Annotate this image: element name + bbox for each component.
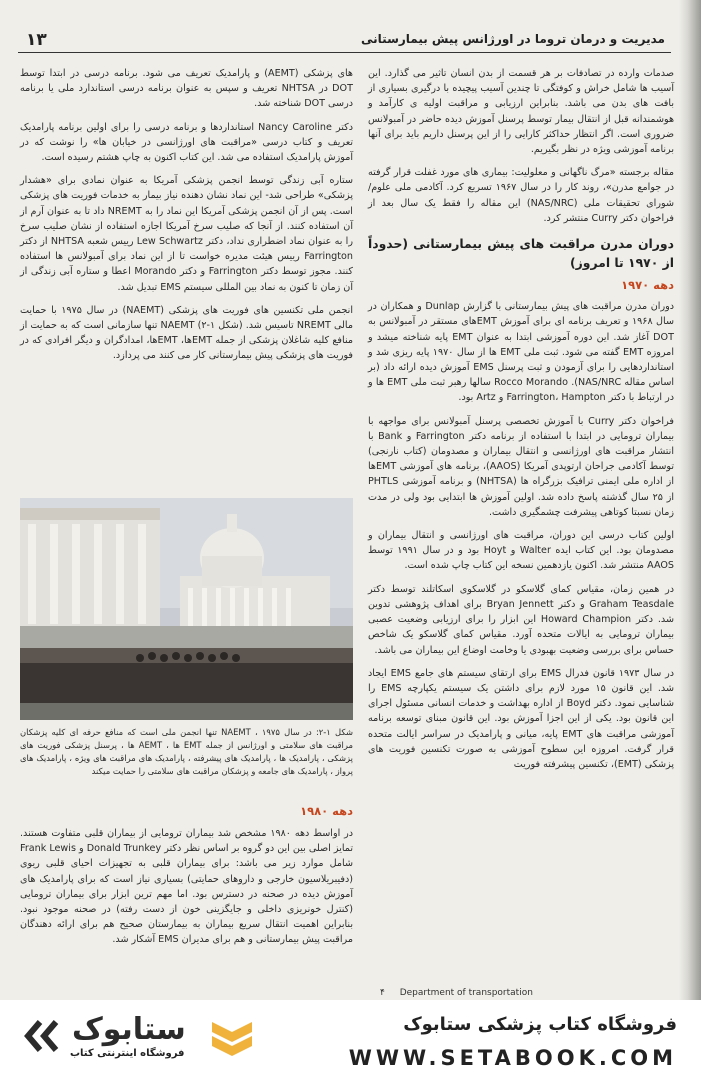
store-logo-subtitle: فروشگاه اینترنتی کتاب bbox=[70, 1048, 185, 1059]
store-banner bbox=[0, 1000, 701, 1080]
page-number: ۱۳ bbox=[26, 30, 47, 50]
store-name: فروشگاه کتاب پزشکی ستابوک bbox=[403, 1014, 677, 1035]
left-column-bottom bbox=[20, 826, 353, 956]
subsection-heading-1970s: دهه ۱۹۷۰ bbox=[621, 278, 674, 293]
paragraph: های پزشکی (AEMT) و پارامدیک تعریف می شود. برنامه درسی در ابتدا توسط DOT در NHTSA تعریف و سپس به عنوان برنامه درسی استاندارد ملی یا برنامه درسی DOT شناخته شد. bbox=[20, 68, 353, 110]
paragraph: در سال ۱۹۷۳ قانون فدرال EMS برای ارتقای سیستم های جامع EMS ایجاد شد. این قانون ۱۵ مورد لازم برای داشتن یک سیستم یکپارچه EMS را شناسایی نمود. دکتر Boyd از اداره بهداشت و خدمات انسانی مسئول اجرای این قانون بود. یکی از این اجزا آموزش بود. این قانون مبنای توسعه برنامه آموزشی مراقبت های EMT پایه، میانی و پارامدیک در سراسر ایالت متحده قرار گرفت. امروزه این سطوح آموزشی به صورت تکنسین فوریت های پزشکی (EMT)، تکنسین پیشرفته فوریت bbox=[368, 667, 674, 770]
capitol-group-photo bbox=[20, 498, 353, 720]
paragraph: صدمات وارده در تصادفات بر هر قسمت از بدن انسان تاثیر می گذارد. این آسیب ها شامل خراش و کوفتگی تا چندین آسیب پیچیده با درگیری بسیاری از بافت های بدن می باشد. بنابراین ارزیابی و مراقبت اولیه ی کارآمد و هوشمندانه قبل از انتقال بیمار توسط پرسنل آموزش دیده حاضر در آمبولانس ضروری است. اگر انتظار حداکثر کارایی را از این پرسنل داریم باید برای آنها برنامه آموزشی ویژه در نظر بگیریم. bbox=[368, 68, 674, 156]
paragraph: در همین زمان، مقیاس کمای گلاسکو در گلاسکوی اسکاتلند توسط دکتر Graham Teasdale و دکتر Bryan Jennett برای اهداف پژوهشی تدوین شد. دکتر Howard Champion این ابزار را برای ارزیابی وضعیت عصبی بیماران ترومایی به ایالات متحده آورد. مقیاس کمای گلاسکو یک شاخص حساس برای بررسی وضعیت بهبودی یا وخامت اوضاع این بیماران می باشد. bbox=[368, 583, 675, 656]
footnote bbox=[380, 988, 533, 998]
section-heading: دوران مدرن مراقبت های پیش بیمارستانی (حدوداً از ۱۹۷۰ تا امروز) bbox=[368, 236, 674, 271]
right-column bbox=[368, 66, 674, 780]
logo-chevron-icon bbox=[212, 1018, 252, 1062]
double-chevron-icon bbox=[22, 1016, 66, 1056]
paragraph: انجمن ملی تکنسین های فوریت های پزشکی (NAEMT) در سال ۱۹۷۵ با حمایت مالی NREMT تاسیس شد. (شکل ۱-۲) NAEMT تنها سازمانی است که به حمایت از منافع کلیه شاغلان پزشکی از جمله EMTها، EMTها، امدادگران و دیگر افرادی که در فوریت های پزشکی پیش بیمارستانی کار می کنند می پردازد. bbox=[20, 304, 353, 362]
running-header bbox=[18, 28, 671, 53]
page-edge-shadow bbox=[679, 0, 701, 1000]
footnote-text: Department of transportation bbox=[399, 988, 533, 998]
footnote-number: ۴ bbox=[380, 988, 385, 998]
paragraph: اولین کتاب درسی این دوران، مراقبت های اورژانسی و انتقال بیماران و مصدومان بود. این کتاب ایده Walter و Hoyt بود و در سال ۱۹۹۱ توسط AAOS منتشر شد. اکنون یازدهمین نسخه این کتاب چاپ شده است. bbox=[368, 530, 674, 572]
paragraph: دوران مدرن مراقبت های پیش بیمارستانی با گزارش Dunlap و همکاران در سال ۱۹۶۸ و تعریف برنامه ای برای آموزش EMTهای مستقر در آمبولانس به DOT آغاز شد. این دوره آموزشی ابتدا به عنوان EMT پایه شناخته میشد و امروزه EMT گفته می شود. ثبت ملی EMT ها از سال ۱۹۷۰ پایه ریزی شد و استانداردهایی را برای آزمودن و ثبت پرسنل EMS آموزش دیده ارائه داد (بر اساس مقاله NAS/NRC). Rocco Morando سالها رهبر ثبت ملی EMT ها و در ارتباط با دکتر Farrington، Hampton و Artz بود. bbox=[368, 301, 675, 404]
paragraph: ستاره آبی زندگی توسط انجمن پزشکی آمریکا به عنوان نمادی برای «هشدار پزشکی» طراحی شد- این نماد نشان دهنده نیاز بیمار به خدمات فوریت های پزشکی است. پس از آن انجمن پزشکی آمریکا این نماد را به NREMT داد تا به عنوان آرم از آن استفاده کنند. از آنجا که صلیب سرخ آمریکا اجازه استفاده از نشان صلیب سرخ را به عنوان نماد اضطراری نداد، دکتر Lew Schwartz رییس شعبه NHTSA از دکتر Farrington رییس هیئت مدیره خواست تا از این نماد برای آمبولانس ها استفاده کنند. مجوز توسط دکتر Farrington و دکتر Morando اعطا و ستاره آبی زندگی از آن زمان تا کنون به نماد بین المللی سیستم EMS تبدیل شد. bbox=[20, 175, 353, 293]
paragraph: فراخوان دکتر Curry با آموزش تخصصی پرسنل آمبولانس برای مواجهه با بیماران ترومایی در ابتدا با استفاده از برنامه دکتر Farrington و Bank با انتشار مراقبت های اورژانسی و انتقال بیماران و مصدومان (کتاب نارنجی) توسط آکادمی جراحان ارتوپدی آمریکا (AAOS)، برنامه های آموزشی EMTها از اداره ملی ایمنی ترافیک بزرگراه ها (NHTSA) و برنامه آموزشی PHTLS از ۲۵ سال گذشته پاسخ داده شد. اولین آموزش ها ابتدایی بود ولی در مدت زمان نسبتا کوتاهی پیشرفت چشمگیری داشت. bbox=[368, 415, 675, 518]
left-column bbox=[20, 66, 353, 372]
paragraph: مقاله برجسته «مرگ ناگهانی و معلولیت: بیماری های مورد غفلت قرار گرفته در جوامع مدرن»، روند کار را در سال ۱۹۶۷ تسریع کرد. آکادمی ملی علوم/ شورای تحقیقات ملی (NAS/NRC) این مقاله را فقط یک سال بعد از فراخوان دکتر Curry منتشر کرد. bbox=[368, 167, 674, 224]
store-url[interactable]: WWW.SETABOOK.COM bbox=[348, 1046, 677, 1070]
paragraph: دکتر Nancy Caroline استانداردها و برنامه درسی را برای اولین برنامه پارامدیک تعریف و کتاب درسی «مراقبت های اورژانسی در خیابان ها» را نوشت که در آموزش پارامدیک استفاده می شد. این کتاب اکنون به چاپ هشتم رسیده است. bbox=[20, 121, 353, 164]
store-logo-text: ستابوک bbox=[72, 1012, 186, 1047]
running-title: مدیریت و درمان تروما در اورژانس پیش بیمارستانی bbox=[361, 32, 665, 46]
figure-caption: شکل ۱-۲: در سال ۱۹۷۵ ، NAEMT تنها انجمن ملی است که منافع حرفه ای کلیه پزشکان مراقبت های سلامتی و اورژانس از جمله EMT ها ، AEMT ها ، پرسنل پزشکی فوریت های پزشکی ، پارامدیک ها ، پارامدیک های پیشرفته ، پارامدیک های مراقبت های ویژه ، پارامدیک های پرواز ، پارامدیک های جامعه و پزشکان مراقبت های سلامتی را حمایت میکند bbox=[20, 727, 353, 776]
paragraph: در اواسط دهه ۱۹۸۰ مشخص شد بیماران ترومایی از بیماران قلبی متفاوت هستند. تمایز اصلی بین این دو گروه بر اساس نظر دکتر Donald Trunkey و Frank Lewis شامل موارد زیر می باشد: برای بیماران قلبی به تجهیزات احیای قلبی ریوی (دفیبریلاسیون خارجی و داروهای حمایتی) بسیاری نیاز است که برای پارامدیک های آموزش دیده در صحنه در دسترس بود. اما مهم ترین ابزار برای بیماران ترومایی (کنترل خونریزی داخلی و جایگزینی خون از دست رفته) در صحنه موجود نبود. بنابراین اهمیت انتقال سریع بیماران به بیمارستان صحیح هم برای ارائه دهندگان مراقبت پیش بیمارستانی و هم برای مدیران EMS آشکار شد. bbox=[20, 828, 354, 946]
subsection-heading-1980s: دهه ۱۹۸۰ bbox=[300, 804, 353, 818]
